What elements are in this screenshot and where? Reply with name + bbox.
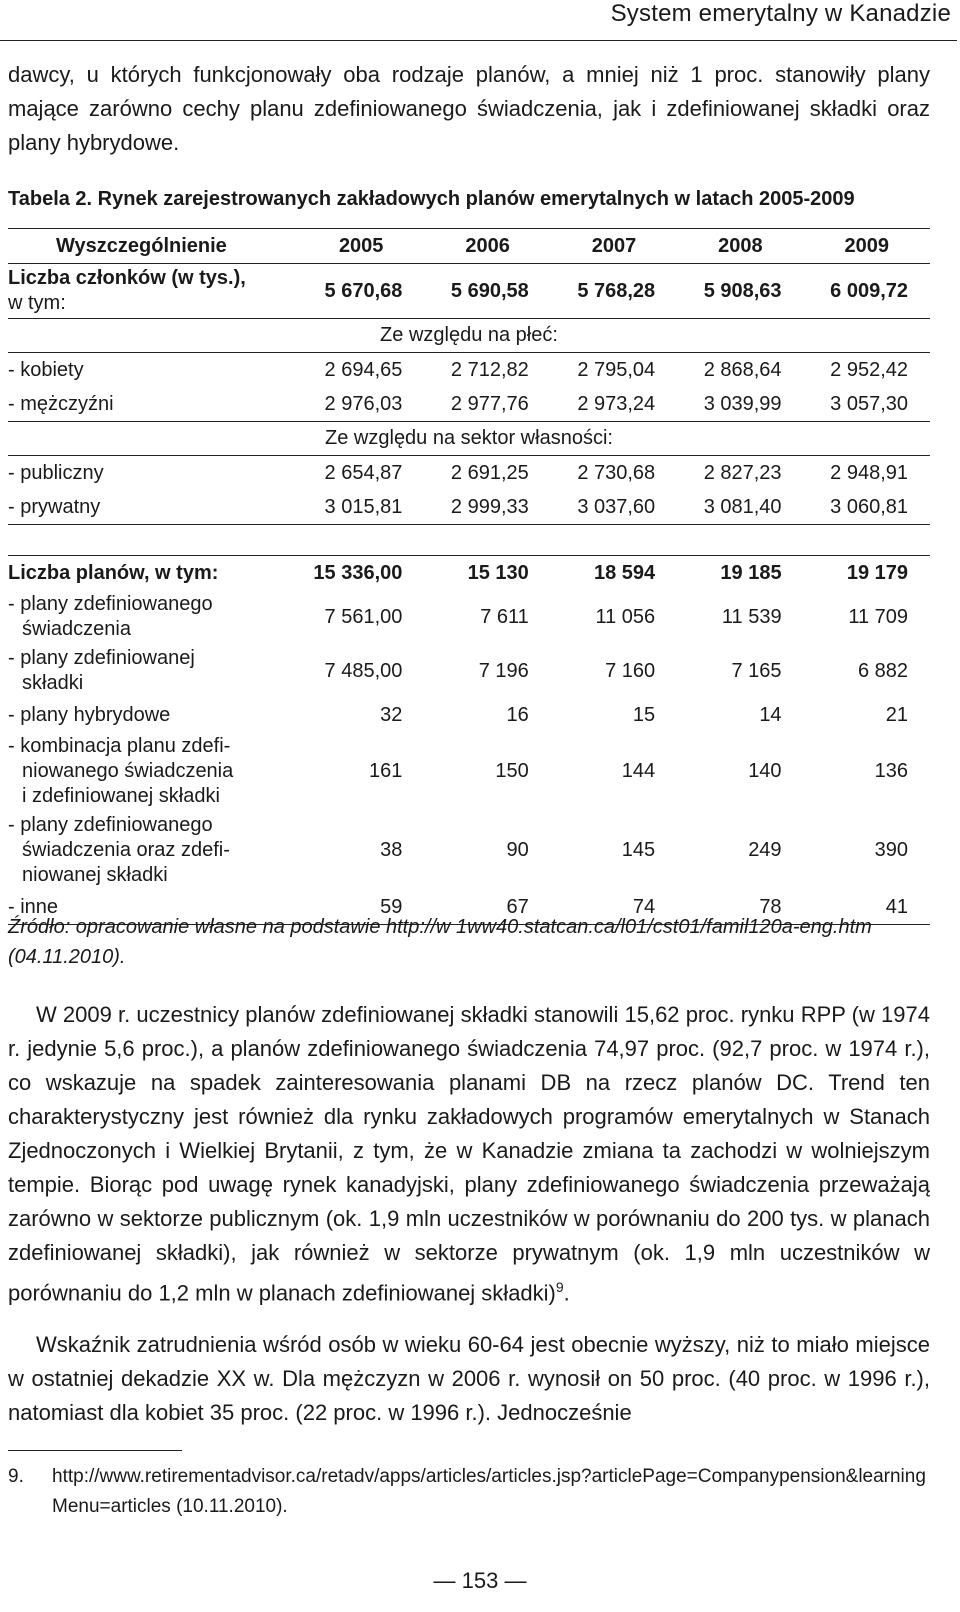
table-cell: 5 690,58	[450, 279, 529, 302]
column-header: 2009	[804, 229, 930, 264]
table-cell: 3 015,81	[298, 490, 424, 525]
table-cell: 2 999,33	[424, 490, 550, 525]
row-label-line: świadczenia	[22, 618, 131, 640]
table-cell: 19 179	[846, 561, 908, 584]
table-cell: 67	[424, 890, 550, 925]
table-cell: 136	[874, 760, 908, 782]
table-cell: 15	[632, 703, 656, 726]
row-label	[8, 811, 298, 890]
column-header: Wyszczególnienie	[8, 229, 298, 264]
row-label: Liczba planów, w tym:	[8, 561, 219, 584]
table-header-row	[8, 229, 930, 264]
row-label-line: niowanej składki	[22, 864, 168, 886]
table-row	[8, 353, 930, 388]
table-cell: 150	[495, 760, 529, 782]
table-row	[8, 644, 930, 698]
table-cell: 2 712,82	[450, 358, 529, 381]
table-cell: 144	[621, 760, 656, 782]
table-cell: 6 882	[857, 659, 908, 682]
section-row-gender	[8, 319, 930, 353]
plans-row	[8, 556, 930, 591]
row-label-line: niowanego świadczenia	[22, 760, 234, 782]
table-cell: 2 948,91	[830, 461, 908, 484]
table-cell: 15 130	[467, 561, 529, 584]
table-cell: 2 730,68	[577, 461, 656, 484]
row-label	[8, 732, 298, 811]
table-cell: 3 037,60	[551, 490, 677, 525]
table-cell: 41	[804, 890, 930, 925]
table-cell: 3 057,30	[830, 392, 908, 415]
table-cell: 6 009,72	[830, 279, 908, 302]
table-row	[8, 811, 930, 890]
source-note: Źródło: opracowanie własne na podstawie http://w 1ww40.statcan.ca/l01/cst01/famil120a-eng.htm (04.11.2010).	[8, 916, 872, 968]
row-label-line: świadczenia oraz zdefi-	[22, 839, 230, 861]
row-label-line: i zdefiniowanej składki	[22, 785, 220, 807]
running-title: System emerytalny w Kanadzie	[610, 0, 951, 27]
table-cell: 2 977,76	[450, 392, 529, 415]
table-cell: 7 485,00	[324, 659, 403, 682]
section-label: Ze względu na sektor własności:	[8, 422, 930, 456]
table-cell: 2 976,03	[324, 392, 403, 415]
row-label-line: Liczba członków (w tys.),	[8, 267, 246, 289]
table-cell: 390	[874, 839, 908, 861]
table-cell: 161	[369, 760, 403, 782]
table-cell: 2 691,25	[450, 461, 529, 484]
paragraph-text: W 2009 r. uczestnicy planów zdefiniowanej składki stanowili 15,62 proc. rynku RPP (w 1974 r. jedynie 5,6 proc.), a planów zdefiniowanego świadczenia 74,97 proc. (92,7 proc. w 1974 r.), co wskazuje na spadek zainteresowania planami DB na rzecz planów DC. Trend ten charakterystyczny jest również dla rynku zakładowych programów emerytalnych w Stanach Zjednoczonych i Wielkiej Brytanii, z tym, że w Kanadzie zmiana ta zachodzi w wolniejszym tempie. Biorąc pod uwagę rynek kanadyjski, plany zdefiniowanego świadczenia przeważają zarówno w sektorze publicznym (ok. 1,9 mln uczestników w porównaniu do 200 tys. w planach zdefiniowanej składki), jak również w sektorze prywatnym (ok. 1,9 mln uczestników w porównaniu do 1,2 mln w planach zdefiniowanej składki)	[8, 1002, 930, 1306]
column-header: 2008	[677, 229, 803, 264]
running-header	[0, 0, 957, 41]
footnote-ref: 9	[555, 1279, 564, 1295]
body-paragraph-2: Wskaźnik zatrudnienia wśród osób w wieku 60-64 jest obecnie wyższy, niż to miało miejsce w ostatniej dekadzie XX w. Dla mężczyzn w 2006 r. wynosił on 50 proc. (40 proc. w 1996 r.), natomiast dla kobiet 35 proc. (22 proc. w 1996 r.). Jednocześnie	[8, 1332, 930, 1425]
table-row	[8, 490, 930, 525]
table-cell: 11 539	[721, 605, 782, 628]
row-label	[8, 264, 298, 319]
table-row	[8, 456, 930, 491]
row-label	[8, 698, 298, 732]
table-cell: 7 165	[731, 659, 782, 682]
row-label	[8, 644, 298, 698]
table-cell: 5 908,63	[703, 279, 782, 302]
data-table	[8, 228, 930, 925]
page-number: — 153 —	[433, 1568, 527, 1593]
table-cell: 19 185	[720, 561, 782, 584]
table-cell: 2 868,64	[703, 358, 782, 381]
table-cell: 59	[298, 890, 424, 925]
table-cell: 32	[380, 703, 403, 726]
row-label-line: - plany hybrydowe	[8, 703, 171, 726]
table-cell: 5 670,68	[324, 279, 403, 302]
body-paragraph-1: W 2009 r. uczestnicy planów zdefiniowanej składki stanowili 15,62 proc. rynku RPP (w 1974 r. jedynie 5,6 proc.), a planów zdefiniowanego świadczenia 74,97 proc. (92,7 proc. w 1974 r.), co wskazuje na spadek zainteresowania planami DB na rzecz planów DC. Trend ten charakterystyczny jest również dla rynku zakładowych programów emerytalnych w Stanach Zjednoczonych i Wielkiej Brytanii, z tym, że w Kanadzie zmiana ta zachodzi w wolniejszym tempie. Biorąc pod uwagę rynek kanadyjski, plany zdefiniowanego świadczenia przeważają zarówno w sektorze publicznym (ok. 1,9 mln uczestników w porównaniu do 200 tys. w planach zdefiniowanej składki), jak również w sektorze prywatnym (ok. 1,9 mln uczestników w porównaniu do 1,2 mln w planach zdefiniowanej składki)$^9$.	[8, 1002, 930, 1306]
table-cell: 2 795,04	[577, 358, 656, 381]
table-row	[8, 387, 930, 422]
column-header: 2007	[551, 229, 677, 264]
table-cell: 11 056	[595, 605, 656, 628]
row-label	[8, 590, 298, 644]
section-label: Ze względu na płeć:	[8, 319, 930, 353]
table-cell: 90	[506, 839, 529, 861]
intro-paragraph: dawcy, u których funkcjonowały oba rodzaje planów, a mniej niż 1 proc. stanowiły plany mające zarówno cechy planu zdefiniowanego świadczenia, jak i zdefiniowanej składki oraz plany hybrydowe.	[8, 62, 930, 155]
table-cell: 140	[748, 760, 782, 782]
table-cell: 15 336,00	[313, 561, 403, 584]
table-cell: 2 654,87	[324, 461, 403, 484]
members-row	[8, 264, 930, 319]
column-header: 2005	[298, 229, 424, 264]
row-label-line: - inne	[8, 895, 59, 918]
section-row-sector	[8, 422, 930, 456]
row-label-line: - plany zdefiniowanego	[8, 814, 213, 836]
table-row	[8, 698, 930, 732]
table-cell: 78	[677, 890, 803, 925]
row-label: - kobiety	[8, 358, 84, 381]
table-cell: 38	[380, 839, 403, 861]
row-label: - mężczyźni	[8, 392, 114, 415]
table-cell: 18 594	[594, 561, 656, 584]
row-label-line: w tym:	[8, 292, 66, 314]
table-cell: 7 561,00	[324, 605, 403, 628]
table-cell: 7 196	[478, 659, 529, 682]
table-row	[8, 732, 930, 811]
footnote-number: 9.	[8, 1466, 24, 1487]
footnote-text: http://www.retirementadvisor.ca/retadv/apps/articles/articles.jsp?articlePage=Companypension&learningMenu=articles (10.11.2010).	[52, 1466, 926, 1517]
table-spacer	[8, 525, 930, 556]
footnote-rule	[8, 1450, 182, 1451]
table-cell: 2 827,23	[703, 461, 782, 484]
table-cell: 2 694,65	[324, 358, 403, 381]
row-label-line: - plany zdefiniowanej	[8, 647, 195, 669]
table-cell: 7 611	[480, 605, 529, 628]
row-label: - publiczny	[8, 461, 104, 484]
table-row	[8, 590, 930, 644]
table-cell: 3 060,81	[804, 490, 930, 525]
table-cell: 16	[506, 703, 529, 726]
table-cell: 5 768,28	[577, 279, 656, 302]
table-cell: 2 973,24	[577, 392, 656, 415]
table-cell: 2 952,42	[830, 358, 908, 381]
row-label: - prywatny	[8, 490, 298, 525]
table-cell: 11 709	[848, 605, 908, 628]
table-cell: 145	[621, 839, 656, 861]
spacer-cell	[8, 525, 930, 556]
table-cell: 249	[748, 839, 782, 861]
table-cell: 14	[759, 703, 782, 726]
row-label-line: - plany zdefiniowanego	[8, 593, 213, 615]
table-cell: 21	[885, 703, 908, 726]
table-cell: 3 039,99	[703, 392, 782, 415]
column-header: 2006	[424, 229, 550, 264]
table-cell: 3 081,40	[677, 490, 803, 525]
table-cell: 7 160	[605, 659, 656, 682]
table-caption: Tabela 2. Rynek zarejestrowanych zakładowych planów emerytalnych w latach 2005-2009	[8, 188, 855, 210]
row-label-line: - kombinacja planu zdefi-	[8, 735, 231, 757]
table-cell: 74	[551, 890, 677, 925]
row-label-line: składki	[22, 672, 84, 694]
